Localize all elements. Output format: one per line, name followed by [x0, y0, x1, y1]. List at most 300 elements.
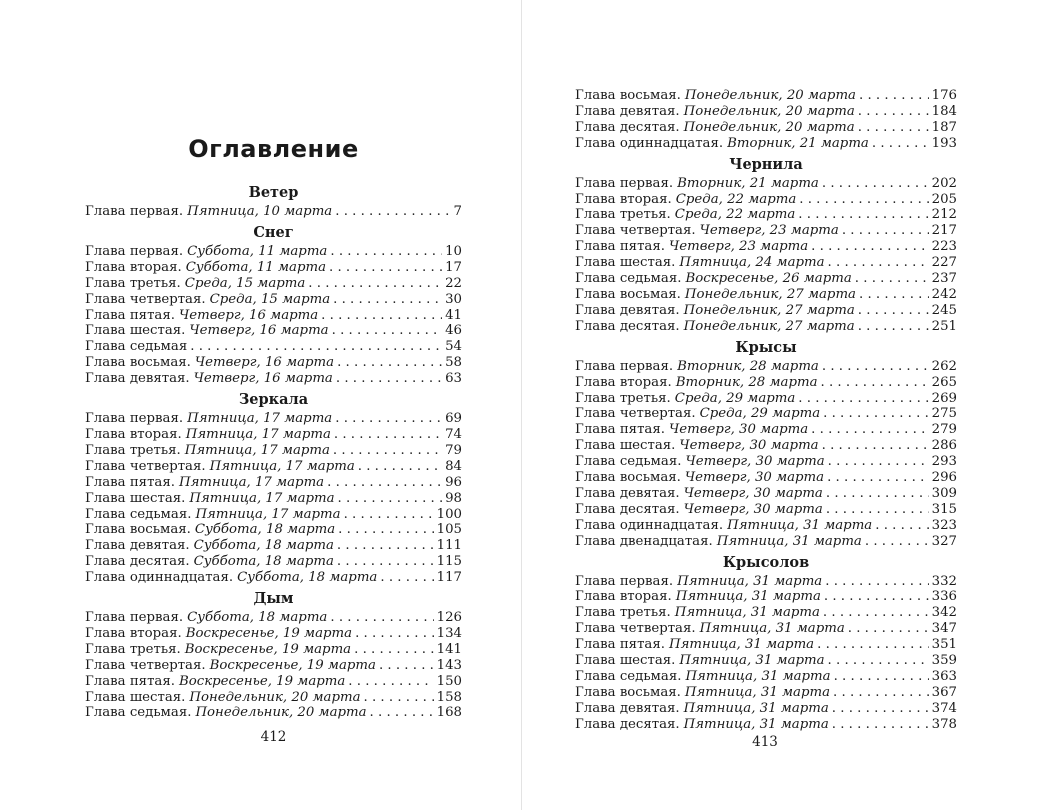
chapter-date: Пятница, 31 марта	[727, 517, 873, 533]
dot-leader	[337, 355, 442, 371]
toc-entry	[85, 427, 462, 443]
chapter-date: Вторник, 28 марта	[675, 374, 818, 390]
chapter-label: Глава одиннадцатая.	[85, 570, 234, 586]
dot-leader	[335, 411, 442, 427]
chapter-label: Глава пятая.	[575, 422, 665, 438]
dot-leader	[823, 406, 928, 422]
chapter-page-number: 359	[931, 653, 957, 669]
chapter-label: Глава четвертая.	[85, 458, 206, 474]
chapter-page-number: 309	[931, 485, 957, 501]
chapter-label: Глава третья.	[575, 605, 671, 621]
chapter-label: Глава десятая.	[85, 554, 190, 570]
dot-leader	[842, 223, 929, 239]
chapter-page-number: 363	[931, 669, 957, 684]
chapter-label: Глава шестая.	[575, 653, 676, 669]
chapter-page-number: 184	[931, 103, 957, 119]
chapter-date: Воскресенье, 19 марта	[178, 673, 346, 689]
chapter-page-number: 202	[931, 175, 957, 191]
dot-leader	[865, 534, 929, 550]
dot-leader	[859, 88, 929, 104]
chapter-page-number: 117	[436, 570, 462, 586]
dot-leader	[354, 642, 434, 658]
chapter-label: Глава вторая.	[85, 259, 182, 275]
chapter-label: Глава седьмая	[85, 339, 188, 355]
toc-entry	[85, 610, 462, 626]
chapter-date: Среда, 22 марта	[674, 207, 796, 223]
chapter-page-number: 327	[931, 533, 957, 549]
chapter-page-number: 30	[445, 291, 462, 307]
chapter-label: Глава вторая.	[575, 589, 672, 605]
dot-leader	[330, 610, 433, 626]
dot-leader	[811, 422, 928, 438]
toc-entry	[575, 375, 957, 391]
chapter-page-number: 143	[436, 657, 462, 673]
toc-entry	[85, 674, 462, 690]
dot-leader	[826, 486, 929, 502]
toc-entry	[85, 491, 462, 507]
chapter-date: Пятница, 31 марта	[684, 684, 831, 700]
dot-leader	[858, 303, 929, 319]
chapter-page-number: 351	[931, 637, 957, 653]
toc-entry	[85, 538, 462, 554]
toc-entry	[85, 339, 462, 355]
dot-leader	[330, 244, 442, 260]
chapter-label: Глава четвертая.	[575, 621, 696, 637]
chapter-date: Среда, 29 марта	[699, 406, 821, 422]
chapter-label: Глава первая.	[85, 243, 184, 259]
chapter-date: Понедельник, 20 марта	[683, 103, 855, 119]
chapter-page-number: 205	[931, 191, 957, 207]
chapter-label: Глава третья.	[85, 442, 181, 458]
chapter-date: Понедельник, 20 марта	[683, 119, 855, 135]
chapter-date: Суббота, 11 марта	[187, 243, 328, 259]
chapter-page-number: 279	[931, 422, 957, 438]
chapter-date: Четверг, 16 марта	[193, 371, 333, 387]
chapter-date: Четверг, 16 марта	[178, 307, 319, 323]
chapter-date: Среда, 15 марта	[184, 275, 306, 291]
dot-leader	[824, 589, 929, 605]
chapter-page-number: 105	[436, 522, 462, 538]
chapter-label: Глава четвертая.	[575, 223, 696, 239]
dot-leader	[334, 427, 442, 443]
dot-leader	[332, 323, 442, 339]
chapter-label: Глава первая.	[85, 610, 184, 626]
chapter-label: Глава четвертая.	[85, 657, 206, 673]
toc-entry	[85, 244, 462, 260]
chapter-date: Пятница, 31 марта	[677, 573, 823, 589]
toc-entry	[85, 554, 462, 570]
dot-leader	[875, 518, 928, 534]
dot-leader	[828, 255, 929, 271]
chapter-page-number: 63	[445, 371, 462, 387]
dot-leader	[858, 120, 929, 136]
chapter-label: Глава девятая.	[575, 103, 680, 119]
chapter-page-number: 367	[931, 684, 957, 700]
chapter-date: Вторник, 28 марта	[677, 358, 819, 374]
chapter-date: Суббота, 18 марта	[187, 610, 328, 626]
toc-column-right	[575, 88, 957, 733]
chapter-page-number: 286	[931, 438, 957, 454]
chapter-page-number: 74	[445, 426, 462, 442]
dot-leader	[337, 538, 434, 554]
dot-leader	[364, 690, 434, 706]
chapter-label: Глава девятая.	[85, 538, 190, 554]
chapter-label: Глава первая.	[85, 411, 184, 427]
chapter-date: Четверг, 30 марта	[684, 470, 825, 486]
toc-entry	[575, 176, 957, 192]
chapter-date: Понедельник, 20 марта	[189, 689, 361, 705]
chapter-label: Глава восьмая.	[575, 88, 681, 103]
chapter-date: Среда, 22 марта	[675, 191, 797, 207]
toc-entry	[575, 391, 957, 407]
toc-entry	[575, 701, 957, 717]
chapter-label: Глава восьмая.	[575, 286, 681, 302]
chapter-page-number: 115	[436, 554, 462, 570]
chapter-page-number: 98	[445, 490, 462, 506]
chapter-label: Глава девятая.	[575, 302, 680, 318]
chapter-page-number: 126	[436, 610, 462, 626]
section-heading: Зеркала	[238, 391, 309, 409]
dot-leader	[370, 705, 434, 721]
toc-entry	[85, 705, 462, 721]
dot-leader	[799, 192, 928, 208]
chapter-page-number: 46	[445, 323, 462, 339]
chapter-label: Глава одиннадцатая.	[575, 517, 724, 533]
toc-entry	[575, 454, 957, 470]
dot-leader	[333, 443, 442, 459]
chapter-date: Четверг, 30 марта	[685, 454, 825, 470]
chapter-date: Четверг, 30 марта	[679, 438, 819, 454]
chapter-date: Понедельник, 20 марта	[684, 88, 856, 103]
chapter-page-number: 217	[931, 223, 957, 239]
dot-leader	[355, 626, 434, 642]
chapter-date: Суббота, 18 марта	[193, 538, 334, 554]
toc-entry	[85, 411, 462, 427]
chapter-date: Четверг, 16 марта	[189, 323, 329, 339]
chapter-page-number: 10	[445, 243, 462, 259]
chapter-label: Глава десятая.	[575, 318, 680, 334]
chapter-label: Глава первая.	[575, 573, 674, 589]
chapter-label: Глава пятая.	[575, 239, 665, 255]
chapter-label: Глава вторая.	[575, 191, 672, 207]
section-heading: Снег	[253, 223, 294, 241]
chapter-date: Воскресенье, 19 марта	[184, 641, 352, 657]
chapter-page-number: 7	[453, 204, 462, 219]
toc-entry	[85, 371, 462, 387]
chapter-label: Глава одиннадцатая.	[575, 135, 724, 151]
chapter-date: Вторник, 21 марта	[677, 175, 819, 191]
dot-leader	[827, 470, 929, 486]
toc-entry	[575, 470, 957, 486]
toc-entry	[575, 605, 957, 621]
chapter-page-number: 223	[931, 239, 957, 255]
toc-entry	[575, 223, 957, 239]
chapter-page-number: 245	[931, 302, 957, 318]
toc-entry	[575, 685, 957, 701]
chapter-date: Четверг, 16 марта	[194, 355, 335, 371]
toc-entry	[575, 637, 957, 653]
dot-leader	[817, 637, 929, 653]
dot-leader	[822, 438, 929, 454]
dot-leader	[338, 491, 443, 507]
chapter-label: Глава третья.	[85, 275, 181, 291]
dot-leader	[380, 570, 433, 586]
chapter-page-number: 242	[931, 286, 957, 302]
chapter-date: Воскресенье, 19 марта	[209, 657, 376, 673]
chapter-date: Четверг, 23 марта	[699, 223, 839, 239]
toc-entry	[575, 88, 957, 104]
chapter-page-number: 58	[445, 355, 462, 371]
dot-leader	[798, 391, 928, 407]
chapter-date: Четверг, 23 марта	[668, 239, 809, 255]
chapter-date: Пятница, 10 марта	[187, 204, 333, 219]
chapter-label: Глава третья.	[575, 390, 671, 406]
toc-column-left	[85, 184, 462, 721]
toc-title: Оглавление	[188, 135, 359, 163]
chapter-label: Глава шестая.	[575, 255, 676, 271]
chapter-label: Глава седьмая.	[85, 705, 192, 721]
dot-leader	[859, 287, 929, 303]
toc-entry	[85, 323, 462, 339]
chapter-page-number: 347	[931, 621, 957, 637]
toc-entry	[85, 626, 462, 642]
chapter-date: Суббота, 18 марта	[237, 570, 378, 586]
chapter-date: Понедельник, 27 марта	[683, 318, 855, 334]
toc-entry	[575, 422, 957, 438]
dot-leader	[329, 260, 442, 276]
toc-entry	[575, 120, 957, 136]
chapter-date: Понедельник, 27 марта	[683, 302, 855, 318]
chapter-page-number: 111	[436, 538, 462, 554]
dot-leader	[828, 653, 929, 669]
dot-leader	[848, 621, 929, 637]
toc-entry	[85, 308, 462, 324]
chapter-page-number: 251	[931, 318, 957, 334]
chapter-label: Глава пятая.	[575, 637, 665, 653]
toc-entry	[85, 570, 462, 586]
chapter-label: Глава восьмая.	[85, 355, 191, 371]
chapter-label: Глава пятая.	[85, 474, 175, 490]
toc-entry	[85, 690, 462, 706]
chapter-date: Пятница, 17 марта	[187, 411, 333, 427]
toc-entry	[85, 276, 462, 292]
chapter-date: Пятница, 17 марта	[209, 458, 355, 474]
chapter-label: Глава четвертая.	[85, 291, 206, 307]
chapter-page-number: 54	[445, 339, 462, 355]
dot-leader	[826, 502, 929, 518]
chapter-page-number: 275	[931, 406, 957, 422]
dot-leader	[821, 375, 929, 391]
dot-leader	[855, 271, 929, 287]
chapter-label: Глава восьмая.	[575, 470, 681, 486]
chapter-label: Глава десятая.	[575, 501, 680, 517]
chapter-date: Пятница, 31 марта	[685, 669, 831, 684]
chapter-date: Понедельник, 20 марта	[195, 705, 367, 721]
chapter-page-number: 41	[445, 307, 462, 323]
toc-entry	[575, 518, 957, 534]
chapter-label: Глава четвертая.	[575, 406, 696, 422]
toc-entry	[575, 717, 957, 733]
section-heading: Чернила	[729, 155, 803, 173]
chapter-date: Пятница, 17 марта	[178, 474, 325, 490]
chapter-date: Пятница, 17 марта	[195, 506, 341, 522]
chapter-page-number: 332	[931, 573, 957, 589]
chapter-label: Глава седьмая.	[575, 454, 682, 470]
toc-entry	[575, 653, 957, 669]
toc-entry	[575, 287, 957, 303]
chapter-date: Пятница, 31 марта	[683, 716, 829, 732]
chapter-label: Глава восьмая.	[85, 522, 191, 538]
section-heading: Крысолов	[722, 553, 810, 571]
chapter-page-number: 176	[931, 88, 957, 103]
toc-entry	[575, 271, 957, 287]
dot-leader	[338, 522, 433, 538]
dot-leader	[333, 292, 442, 308]
chapter-date: Четверг, 30 марта	[668, 422, 809, 438]
toc-entry	[575, 104, 957, 120]
chapter-label: Глава вторая.	[85, 426, 182, 442]
dot-leader	[344, 507, 434, 523]
chapter-label: Глава седьмая.	[85, 506, 192, 522]
chapter-label: Глава двенадцатая.	[575, 533, 713, 549]
dot-leader	[337, 554, 434, 570]
page-number-right: 413	[752, 734, 778, 750]
dot-leader	[822, 176, 929, 192]
chapter-label: Глава восьмая.	[575, 684, 681, 700]
chapter-page-number: 17	[445, 259, 462, 275]
chapter-date: Суббота, 18 марта	[194, 522, 336, 538]
chapter-page-number: 69	[445, 411, 462, 427]
section-heading: Ветер	[248, 184, 299, 201]
toc-entry	[575, 207, 957, 223]
chapter-date: Вторник, 21 марта	[727, 135, 869, 151]
dot-leader	[348, 674, 433, 690]
dot-leader	[858, 104, 929, 120]
toc-entry	[575, 574, 957, 590]
toc-entry	[575, 136, 957, 152]
chapter-date: Пятница, 24 марта	[679, 255, 825, 271]
toc-entry	[575, 303, 957, 319]
section-heading: Дым	[253, 590, 294, 608]
chapter-label: Глава девятая.	[575, 700, 680, 716]
toc-entry	[85, 260, 462, 276]
chapter-label: Глава шестая.	[85, 323, 186, 339]
chapter-label: Глава шестая.	[85, 490, 186, 506]
chapter-label: Глава вторая.	[575, 374, 672, 390]
chapter-label: Глава пятая.	[85, 673, 175, 689]
dot-leader	[822, 359, 929, 375]
chapter-page-number: 269	[931, 390, 957, 406]
chapter-date: Пятница, 31 марта	[683, 700, 829, 716]
chapter-label: Глава третья.	[85, 641, 181, 657]
chapter-page-number: 374	[931, 700, 957, 716]
page-gutter-divider	[521, 0, 522, 810]
chapter-label: Глава шестая.	[575, 438, 676, 454]
dot-leader	[828, 454, 929, 470]
chapter-page-number: 315	[931, 501, 957, 517]
chapter-date: Воскресенье, 19 марта	[185, 625, 353, 641]
chapter-label: Глава первая.	[575, 358, 674, 374]
toc-entry	[575, 438, 957, 454]
chapter-date: Понедельник, 27 марта	[684, 286, 856, 302]
chapter-label: Глава третья.	[575, 207, 671, 223]
chapter-page-number: 265	[931, 374, 957, 390]
toc-entry	[85, 642, 462, 658]
toc-entry	[85, 475, 462, 491]
page-left[interactable]	[0, 0, 521, 810]
toc-entry	[575, 534, 957, 550]
chapter-date: Четверг, 30 марта	[683, 485, 823, 501]
chapter-date: Пятница, 31 марта	[668, 637, 815, 653]
dot-leader	[336, 371, 442, 387]
chapter-date: Суббота, 11 марта	[185, 259, 326, 275]
dot-leader	[823, 605, 929, 621]
dot-leader	[832, 701, 929, 717]
dot-leader	[358, 459, 442, 475]
chapter-page-number: 342	[931, 605, 957, 621]
dot-leader	[798, 207, 928, 223]
toc-entry	[575, 255, 957, 271]
chapter-page-number: 378	[931, 716, 957, 732]
chapter-page-number: 150	[436, 673, 462, 689]
chapter-date: Пятница, 31 марта	[716, 533, 862, 549]
chapter-page-number: 141	[436, 641, 462, 657]
toc-entry	[85, 443, 462, 459]
page-right[interactable]	[522, 0, 1047, 810]
chapter-date: Среда, 29 марта	[674, 390, 796, 406]
dot-leader	[825, 574, 928, 590]
toc-entry	[575, 669, 957, 685]
chapter-label: Глава первая.	[575, 175, 674, 191]
toc-entry	[85, 507, 462, 523]
chapter-label: Глава седьмая.	[575, 669, 682, 684]
dot-leader	[327, 475, 442, 491]
chapter-date: Пятница, 31 марта	[674, 605, 820, 621]
chapter-date: Пятница, 17 марта	[184, 442, 330, 458]
chapter-page-number: 84	[445, 458, 462, 474]
chapter-date: Воскресенье, 26 марта	[685, 271, 852, 287]
toc-entry	[575, 621, 957, 637]
chapter-date: Пятница, 31 марта	[679, 653, 825, 669]
chapter-label: Глава девятая.	[85, 371, 190, 387]
chapter-page-number: 187	[931, 119, 957, 135]
toc-entry	[575, 502, 957, 518]
chapter-label: Глава вторая.	[85, 625, 182, 641]
toc-entry	[575, 359, 957, 375]
chapter-date: Пятница, 31 марта	[675, 589, 821, 605]
toc-entry	[85, 658, 462, 674]
dot-leader	[858, 319, 929, 335]
toc-entry	[85, 204, 462, 220]
toc-entry	[85, 522, 462, 538]
toc-entry	[85, 355, 462, 371]
chapter-page-number: 168	[436, 705, 462, 721]
chapter-label: Глава пятая.	[85, 307, 175, 323]
toc-entry	[85, 292, 462, 308]
chapter-page-number: 323	[931, 517, 957, 533]
chapter-page-number: 336	[931, 589, 957, 605]
chapter-page-number: 100	[436, 506, 462, 522]
chapter-page-number: 22	[445, 275, 462, 291]
chapter-page-number: 79	[445, 442, 462, 458]
chapter-label: Глава десятая.	[575, 716, 680, 732]
chapter-page-number: 96	[445, 474, 462, 490]
dot-leader	[834, 669, 929, 685]
chapter-date: Пятница, 17 марта	[189, 490, 335, 506]
chapter-page-number: 227	[931, 255, 957, 271]
toc-entry	[575, 192, 957, 208]
chapter-date: Пятница, 17 марта	[185, 426, 331, 442]
